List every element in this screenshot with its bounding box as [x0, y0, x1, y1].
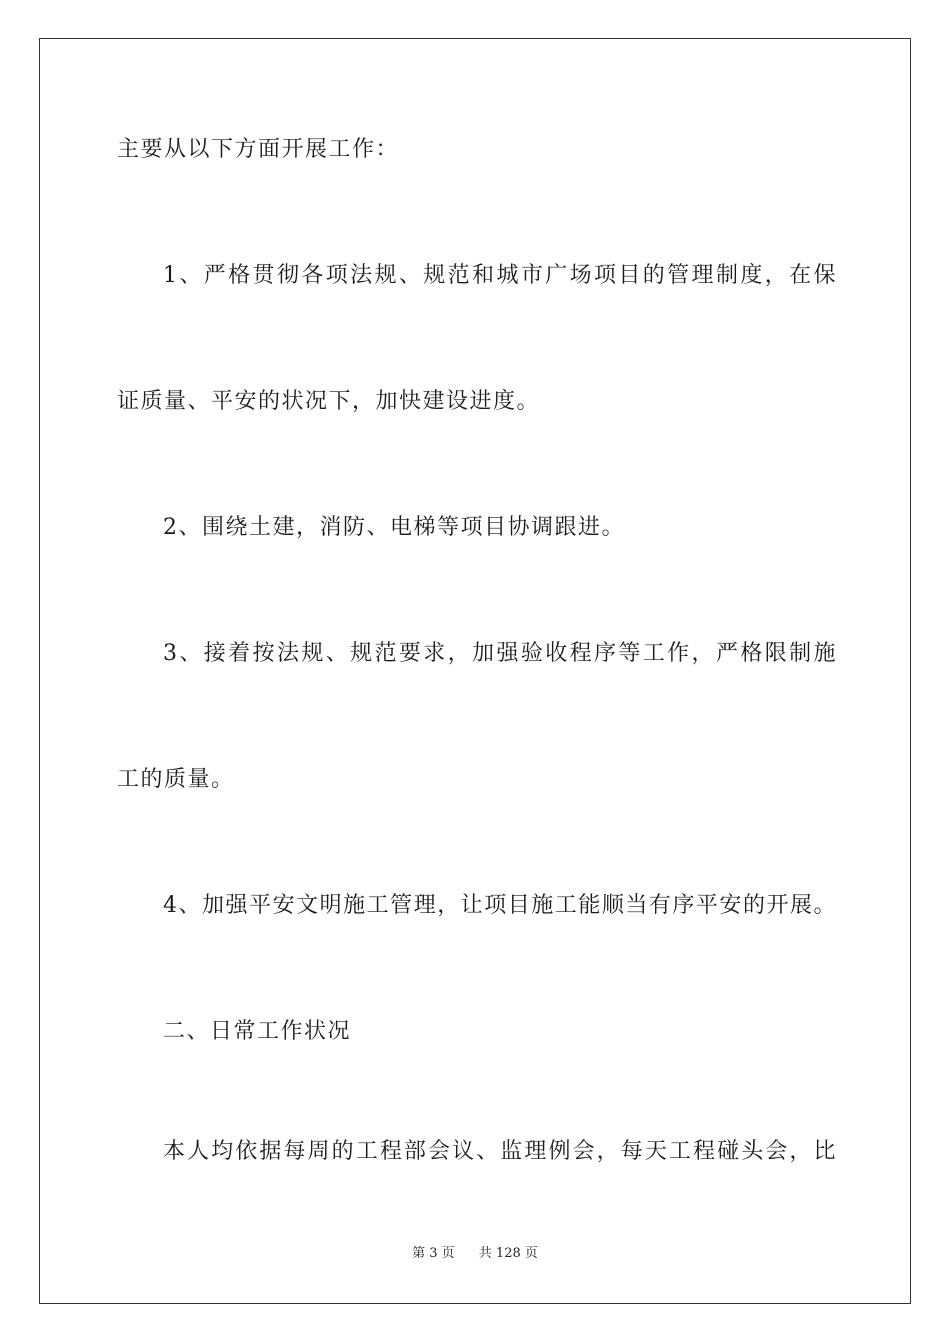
item1-line2: 证质量、平安的状况下，加快建设进度。 — [117, 389, 541, 414]
item1-line1: 1、严格贯彻各项法规、规范和城市广场项目的管理制度，在保 — [163, 263, 837, 288]
intro-line: 主要从以下方面开展工作： — [117, 137, 400, 162]
item2-line: 2、围绕土建，消防、电梯等项目协调跟进。 — [163, 515, 625, 540]
page-footer — [0, 1246, 950, 1262]
item3-line2: 工的质量。 — [117, 767, 235, 792]
page-number: 第 3 页 — [412, 1246, 455, 1261]
item3-line1: 3、接着按法规、规范要求，加强验收程序等工作，严格限制施 — [163, 641, 837, 666]
item4-line: 4、加强平安文明施工管理，让项目施工能顺当有序平安的开展。 — [163, 893, 837, 918]
section2-heading: 二、日常工作状况 — [163, 1019, 352, 1044]
page-border — [39, 38, 911, 1304]
page-total: 共 128 页 — [478, 1246, 538, 1261]
body-line1: 本人均依据每周的工程部会议、监理例会，每天工程碰头会，比 — [163, 1139, 837, 1164]
